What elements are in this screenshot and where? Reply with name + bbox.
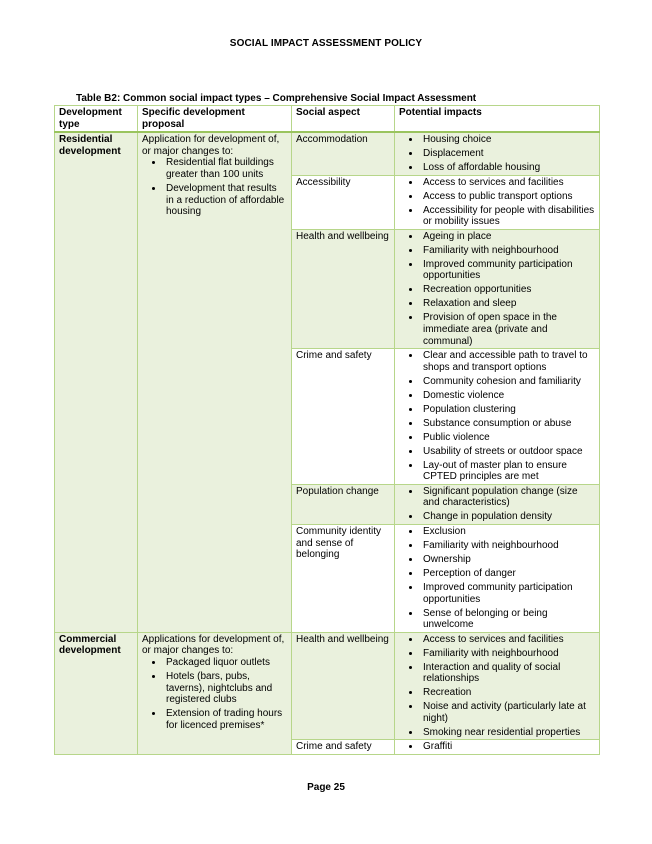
list-item: • Provision of open space in the immediate area (private and communal) [421, 312, 595, 347]
social-aspect-cell: Crime and safety [292, 349, 395, 485]
proposal-list [142, 157, 287, 217]
table-header-row [55, 106, 600, 133]
list-item: • Graffiti [421, 741, 595, 753]
list-item: • Familiarity with neighbourhood [421, 648, 595, 660]
potential-impacts-cell [395, 349, 600, 485]
list-item: • Accessibility for people with disabilities or mobility issues [421, 205, 595, 228]
list-item: • Ageing in place [421, 231, 595, 243]
list-item: • Access to services and facilities [421, 177, 595, 189]
list-item: • Perception of danger [421, 568, 595, 580]
list-item: • Usability of streets or outdoor space [421, 446, 595, 458]
table-row [55, 632, 600, 740]
list-item: • Residential flat buildings greater than 100 units [164, 157, 287, 180]
header-specific-development-proposal: Specific development proposal [138, 106, 292, 133]
list-item: • Lay-out of master plan to ensure CPTED principles are met [421, 460, 595, 483]
social-aspect-cell: Accessibility [292, 175, 395, 229]
list-item: • Packaged liquor outlets [164, 657, 287, 669]
list-item: • Exclusion [421, 526, 595, 538]
list-item: • Access to public transport options [421, 191, 595, 203]
list-item: • Extension of trading hours for licenced premises* [164, 708, 287, 731]
social-aspect-cell: Crime and safety [292, 740, 395, 755]
list-item: • Recreation opportunities [421, 284, 595, 296]
header-potential-impacts: Potential impacts [395, 106, 600, 133]
list-item: • Community cohesion and familiarity [421, 376, 595, 388]
development-type-residential: Residential development [55, 132, 138, 632]
list-item: • Domestic violence [421, 390, 595, 402]
potential-impacts-cell [395, 525, 600, 633]
list-item: • Substance consumption or abuse [421, 418, 595, 430]
potential-impacts-cell [395, 132, 600, 175]
list-item: • Significant population change (size and characteristics) [421, 486, 595, 509]
proposal-intro: Application for development of, or major changes to: [142, 134, 280, 157]
social-aspect-cell: Community identity and sense of belonging [292, 525, 395, 633]
header-social-aspect: Social aspect [292, 106, 395, 133]
social-aspect-cell: Population change [292, 484, 395, 524]
list-item: • Development that results in a reduction of affordable housing [164, 183, 287, 218]
proposal-intro: Applications for development of, or major changes to: [142, 633, 285, 657]
list-item: • Improved community participation opportunities [421, 259, 595, 282]
list-item: • Noise and activity (particularly late at night) [421, 701, 595, 724]
social-impact-table [54, 105, 600, 755]
list-item: • Smoking near residential properties [421, 727, 595, 739]
potential-impacts-cell [395, 484, 600, 524]
list-item: • Clear and accessible path to travel to shops and transport options [421, 350, 595, 373]
potential-impacts-cell [395, 740, 600, 755]
list-item: • Ownership [421, 554, 595, 566]
proposal-commercial [138, 632, 292, 754]
list-item: • Change in population density [421, 511, 595, 523]
list-item: • Familiarity with neighbourhood [421, 540, 595, 552]
list-item: • Improved community participation opportunities [421, 582, 595, 605]
list-item: • Relaxation and sleep [421, 298, 595, 310]
document-header-title: SOCIAL IMPACT ASSESSMENT POLICY [229, 38, 423, 49]
social-aspect-cell: Health and wellbeing [292, 229, 395, 348]
list-item: • Familiarity with neighbourhood [421, 245, 595, 257]
development-type-commercial: Commercial development [55, 632, 138, 754]
table-row [55, 132, 600, 175]
social-aspect-cell: Health and wellbeing [292, 632, 395, 740]
list-item: • Hotels (bars, pubs, taverns), nightclubs and registered clubs [164, 671, 287, 706]
list-item: • Sense of belonging or being unwelcome [421, 608, 595, 631]
list-item: • Loss of affordable housing [421, 162, 595, 174]
list-item: • Housing choice [421, 134, 595, 146]
potential-impacts-cell [395, 632, 600, 740]
social-aspect-cell: Accommodation [292, 132, 395, 175]
proposal-list [142, 657, 287, 731]
proposal-residential [138, 132, 292, 632]
list-item: • Population clustering [421, 404, 595, 416]
list-item: • Recreation [421, 687, 595, 699]
list-item: • Access to services and facilities [421, 634, 595, 646]
list-item: • Interaction and quality of social relationships [421, 662, 595, 685]
table-caption: Table B2: Common social impact types – Comprehensive Social Impact Assessment [76, 93, 477, 104]
header-development-type: Development type [55, 106, 138, 133]
list-item: • Public violence [421, 432, 595, 444]
potential-impacts-cell [395, 175, 600, 229]
page-number: Page 25 [307, 782, 345, 793]
list-item: • Displacement [421, 148, 595, 160]
potential-impacts-cell [395, 229, 600, 348]
